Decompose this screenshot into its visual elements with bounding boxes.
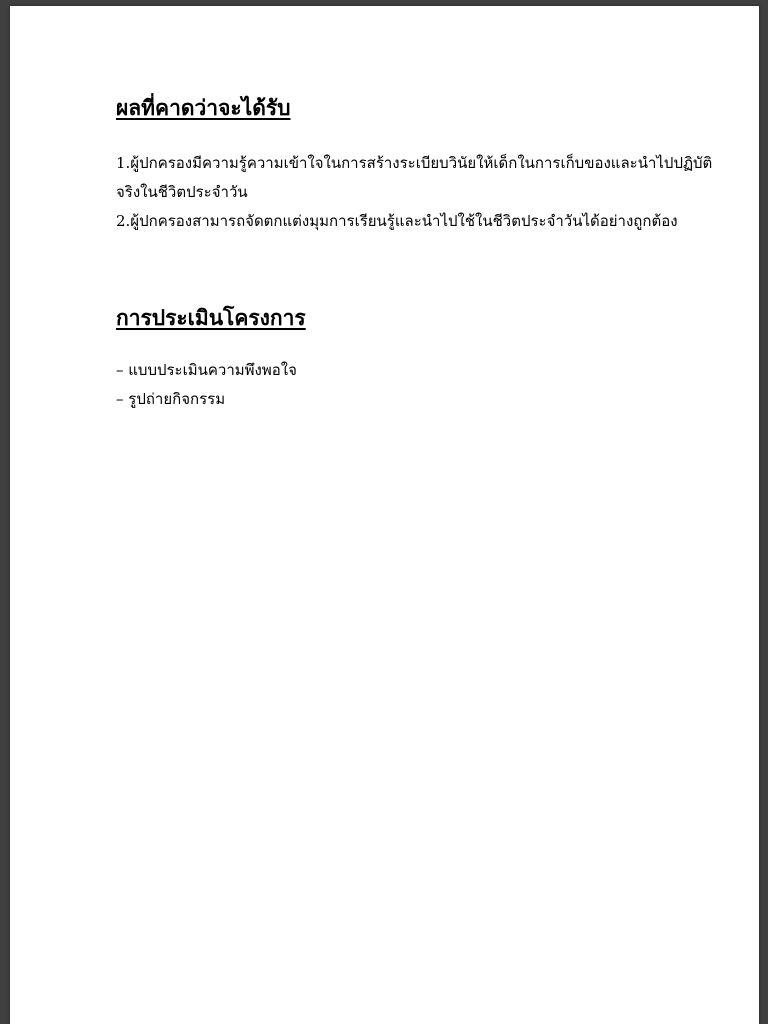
expected-results-heading: ผลที่คาดว่าจะได้รับ (116, 96, 291, 120)
project-evaluation-list (116, 356, 716, 414)
page-content (116, 90, 716, 414)
expected-result-item-2: 2.ผู้ปกครองสามารถจัดตกแต่งมุมการเรียนรู้และนำไปใช้ในชีวิตประจำวันได้อย่างถูกต้อง (116, 212, 678, 230)
project-evaluation-heading: การประเมินโครงการ (116, 306, 306, 330)
document-page (10, 6, 759, 1024)
expected-result-item-1: 1.ผู้ปกครองมีความรู้ความเข้าใจในการสร้างระเบียบวินัยให้เด็กในการเก็บของและนำไปปฏิบัติจริงในชีวิตประจำวัน (116, 154, 713, 201)
evaluation-item-1: – แบบประเมินความพึงพอใจ (116, 361, 297, 379)
evaluation-item-2: – รูปถ่ายกิจกรรม (116, 390, 226, 408)
section-spacer (116, 236, 716, 300)
expected-results-list (116, 149, 716, 236)
